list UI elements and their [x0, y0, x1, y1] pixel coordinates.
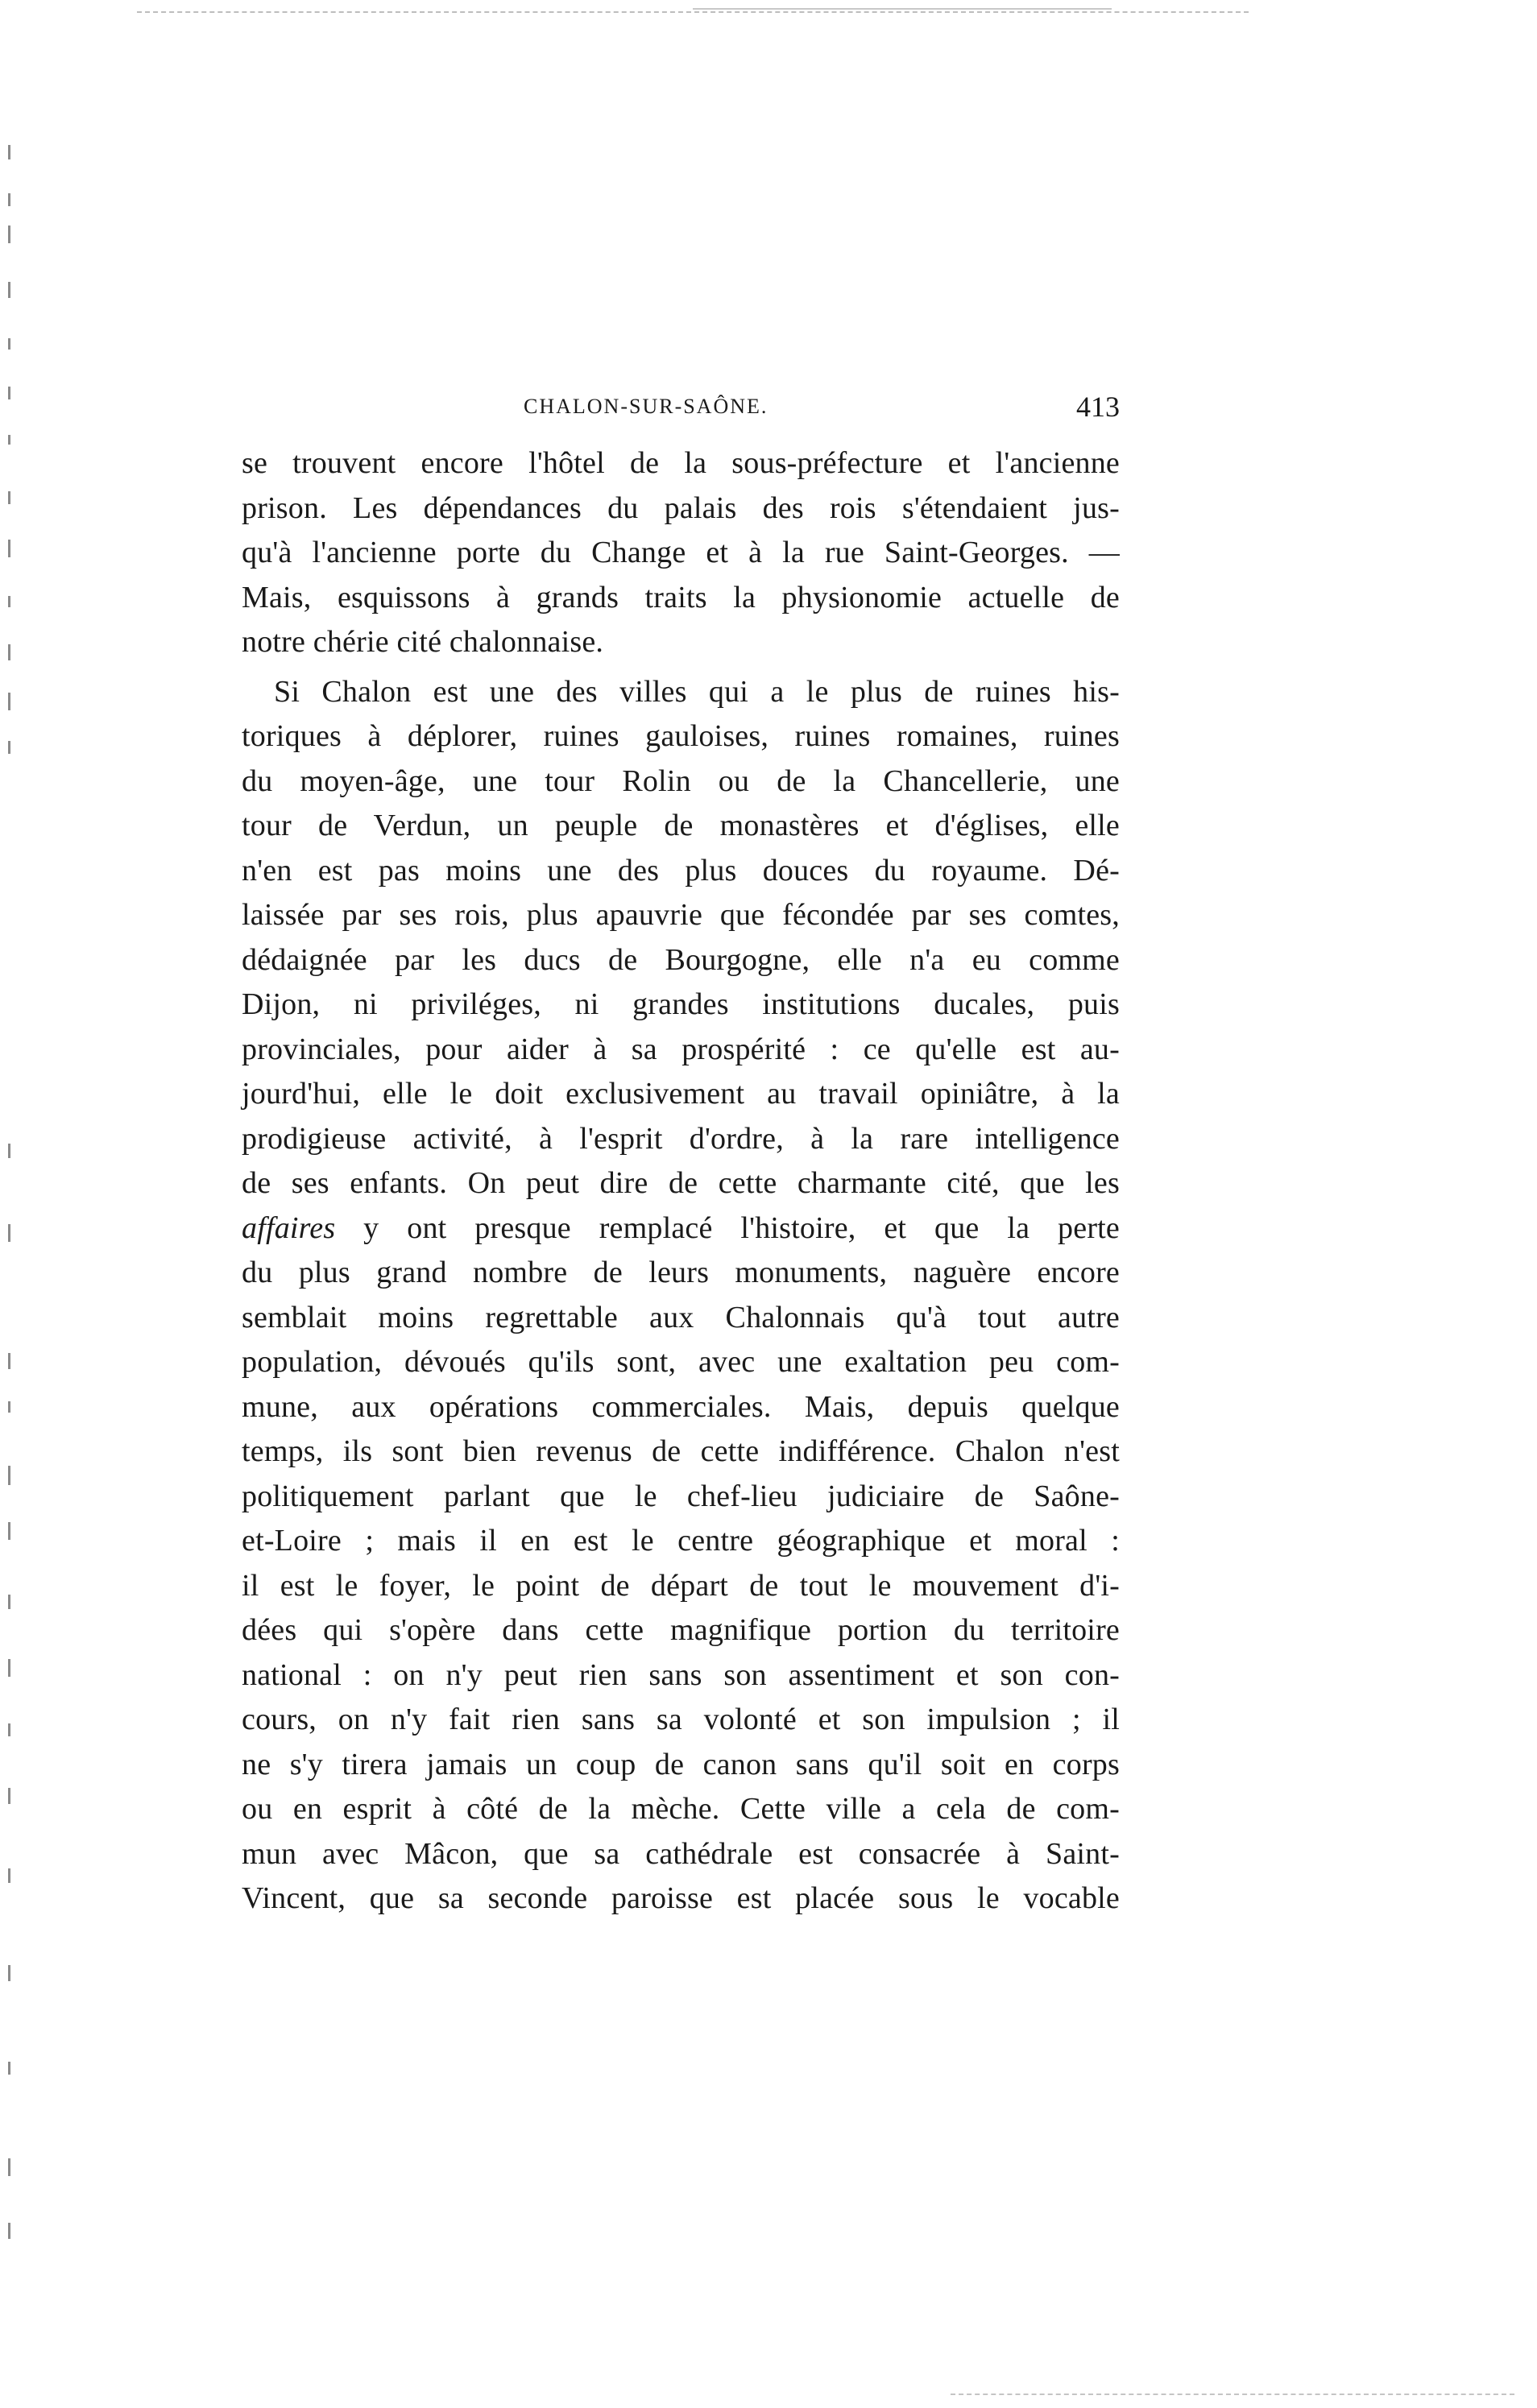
- text-line: dées qui s'opère dans cette magnifique portion du territoire: [242, 1613, 1120, 1647]
- page-number: 413: [1076, 391, 1120, 423]
- text-line: Si Chalon est une des villes qui a le plus de ruines his-: [274, 674, 1120, 709]
- text-line: et-Loire ; mais il en est le centre géographique et moral :: [242, 1524, 1120, 1558]
- italic-word: affaires: [242, 1210, 336, 1245]
- text-line: cours, on n'y fait rien sans sa volonté et son impulsion ; il: [242, 1703, 1120, 1736]
- text-line-rest: y ont presque remplacé l'histoire, et que la perte: [335, 1210, 1120, 1245]
- text-line: ne s'y tirera jamais un coup de canon sans qu'il soit en corps: [242, 1747, 1120, 1781]
- text-line: dédaignée par les ducs de Bourgogne, elle n'a eu comme: [242, 942, 1120, 977]
- text-line: de ses enfants. On peut dire de cette charmante cité, que les: [242, 1166, 1120, 1200]
- scan-artifact-top-rule: [693, 8, 1112, 10]
- text-line: temps, ils sont bien revenus de cette indifférence. Chalon n'est: [242, 1434, 1120, 1468]
- text-line: provinciales, pour aider à sa prospérité : ce qu'elle est au-: [242, 1032, 1120, 1066]
- text-line: Dijon, ni priviléges, ni grandes institutions ducales, puis: [242, 987, 1120, 1021]
- text-line: du plus grand nombre de leurs monuments, naguère encore: [242, 1256, 1120, 1289]
- text-line: qu'à l'ancienne porte du Change et à la rue Saint-Georges. —: [242, 536, 1120, 569]
- text-line: ou en esprit à côté de la mèche. Cette ville a cela de com-: [242, 1792, 1120, 1826]
- text-line: du moyen-âge, une tour Rolin ou de la Chancellerie, une: [242, 763, 1120, 798]
- text-line: notre chérie cité chalonnaise.: [242, 625, 604, 659]
- running-head: [242, 391, 1120, 427]
- text-line: laissée par ses rois, plus apauvrie que fécondée par ses comtes,: [242, 898, 1120, 932]
- text-line: mune, aux opérations commerciales. Mais, depuis quelque: [242, 1389, 1120, 1424]
- text-line: toriques à déplorer, ruines gauloises, ruines romaines, ruines: [242, 719, 1120, 753]
- paragraph-1: [242, 441, 1120, 665]
- text-line: Vincent, que sa seconde paroisse est placée sous le vocable: [242, 1881, 1120, 1915]
- text-line: semblait moins regrettable aux Chalonnais qu'à tout autre: [242, 1300, 1120, 1334]
- text-line: se trouvent encore l'hôtel de la sous-préfecture et l'ancienne: [242, 446, 1120, 480]
- text-line: mun avec Mâcon, que sa cathédrale est consacrée à Saint-: [242, 1836, 1120, 1871]
- text-line: il est le foyer, le point de départ de tout le mouvement d'i-: [242, 1568, 1120, 1603]
- paragraph-2: [242, 670, 1120, 1922]
- running-title: CHALON-SUR-SAÔNE.: [524, 395, 768, 418]
- text-line: prodigieuse activité, à l'esprit d'ordre, à la rare intelligence: [242, 1121, 1120, 1156]
- scan-artifact-top-line: [137, 11, 1249, 13]
- text-line: prison. Les dépendances du palais des rois s'étendaient jus-: [242, 490, 1120, 525]
- scan-artifact-bottom-line: [951, 2394, 1514, 2395]
- text-line: population, dévoués qu'ils sont, avec une exaltation peu com-: [242, 1345, 1120, 1379]
- text-line: politiquement parlant que le chef-lieu judiciaire de Saône-: [242, 1479, 1120, 1513]
- text-line: tour de Verdun, un peuple de monastères et d'églises, elle: [242, 809, 1120, 842]
- text-line: national : on n'y peut rien sans son assentiment et son con-: [242, 1657, 1120, 1692]
- text-line: Mais, esquissons à grands traits la physionomie actuelle de: [242, 580, 1120, 614]
- body-text: [242, 441, 1120, 1922]
- text-line-with-italic: [242, 1206, 1120, 1252]
- scan-artifact-margin-ticks: [8, 145, 13, 2239]
- text-line: jourd'hui, elle le doit exclusivement au travail opiniâtre, à la: [242, 1077, 1120, 1111]
- text-line: n'en est pas moins une des plus douces du royaume. Dé-: [242, 853, 1120, 887]
